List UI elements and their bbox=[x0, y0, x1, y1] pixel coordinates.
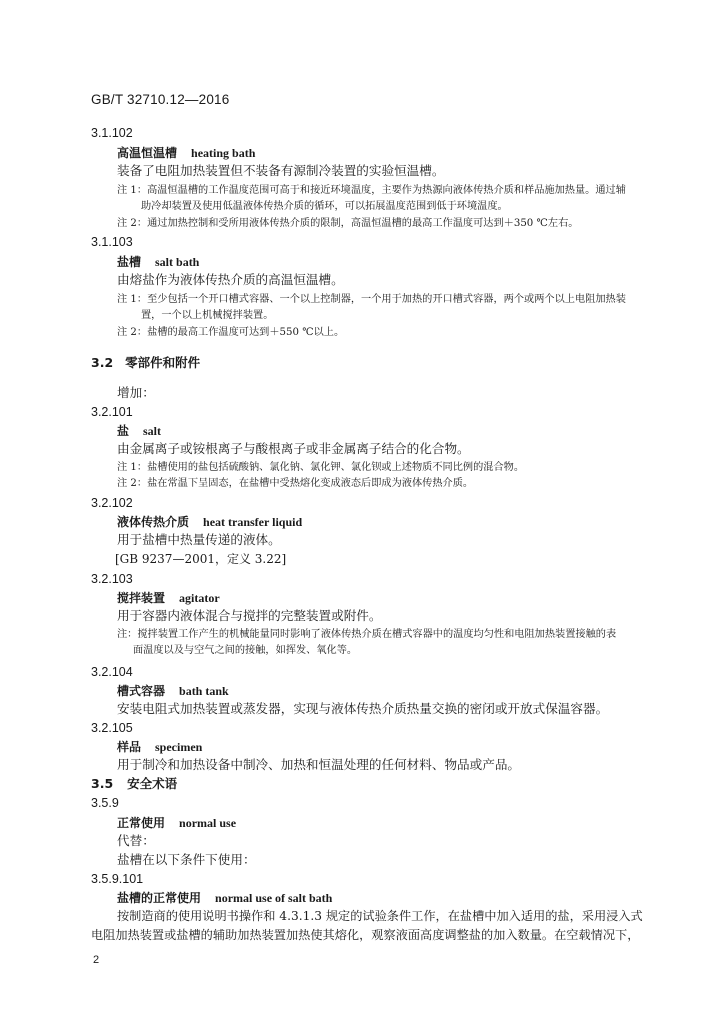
note-1-line-1: 注 1：高温恒温槽的工作温度范围可高于和接近环境温度，主要作为热源向液体传热介质和样品施加热量。通过辅 bbox=[117, 185, 626, 196]
term-en: heat transfer liquid bbox=[203, 515, 303, 529]
term-zh: 高温恒温槽 bbox=[117, 146, 178, 160]
definition-text: 用于制冷和加热设备中制冷、加热和恒温处理的任何材料、物品或产品。 bbox=[117, 757, 520, 772]
clause-number-3-2-103: 3.2.103 bbox=[91, 572, 133, 586]
definition-text: 安装电阻式加热装置或蒸发器，实现与液体传热介质热量交换的密闭或开放式保温容器。 bbox=[117, 701, 609, 716]
standard-number-header: GB/T 32710.12—2016 bbox=[91, 92, 230, 107]
term-heating-bath bbox=[117, 147, 255, 159]
term-en: heating bath bbox=[191, 146, 256, 160]
section-title: 安全术语 bbox=[127, 776, 178, 791]
note-2: 注 2：盐在常温下呈固态，在盐槽中受热熔化变成液态后即成为液体传热介质。 bbox=[117, 478, 474, 489]
note-2: 注 2：盐槽的最高工作温度可达到＋550 ℃以上。 bbox=[117, 327, 345, 338]
section-title: 零部件和附件 bbox=[125, 355, 201, 370]
term-salt-bath bbox=[117, 256, 199, 268]
term-en: normal use of salt bath bbox=[215, 891, 333, 905]
note-2: 注 2：通过加热控制和受所用液体传热介质的限制，高温恒温槽的最高工作温度可达到＋350 ℃左右。 bbox=[117, 218, 579, 229]
clause-number-3-2-105: 3.2.105 bbox=[91, 721, 133, 735]
definition-text: 用于容器内液体混合与搅拌的完整装置或附件。 bbox=[117, 608, 382, 623]
clause-number-3-5-9: 3.5.9 bbox=[91, 796, 119, 810]
body-text-line-2: 电阻加热装置或盐槽的辅助加热装置加热使其熔化，观察液面高度调整盐的加入数量。在空载情况下， bbox=[91, 928, 640, 942]
note-line-2: 面温度以及与空气之间的接触，如挥发、氧化等。 bbox=[133, 645, 358, 656]
term-normal-use bbox=[117, 817, 236, 829]
term-salt bbox=[117, 425, 161, 437]
definition-text: 由金属离子或铵根离子与酸根离子或非金属离子结合的化合物。 bbox=[117, 441, 470, 456]
clause-number-3-5-9-101: 3.5.9.101 bbox=[91, 872, 144, 886]
term-zh: 槽式容器 bbox=[117, 684, 166, 698]
term-agitator bbox=[117, 592, 220, 604]
page-number: 2 bbox=[93, 954, 100, 966]
term-zh: 搅拌装置 bbox=[117, 591, 166, 605]
note-line-1: 注：搅拌装置工作产生的机械能量同时影响了液体传热介质在槽式容器中的温度均匀性和电阻加热装置接触的表 bbox=[117, 629, 617, 640]
section-number: 3.5 bbox=[91, 776, 114, 791]
section-heading-3-5 bbox=[91, 778, 177, 791]
term-normal-use-of-salt-bath bbox=[117, 892, 332, 904]
added-marker: 增加： bbox=[117, 385, 155, 400]
source-reference: [GB 9237—2001，定义 3.22] bbox=[115, 552, 287, 566]
term-zh: 液体传热介质 bbox=[117, 515, 190, 529]
note-1-line-2: 置，一个以上机械搅拌装置。 bbox=[141, 310, 274, 321]
clause-number-3-2-102: 3.2.102 bbox=[91, 496, 133, 510]
clause-number-3-2-101: 3.2.101 bbox=[91, 405, 133, 419]
term-en: agitator bbox=[179, 591, 220, 605]
clause-number-3-1-103: 3.1.103 bbox=[91, 235, 133, 249]
body-text: 盐槽在以下条件下使用： bbox=[117, 852, 256, 867]
term-zh: 盐 bbox=[117, 424, 130, 438]
term-specimen bbox=[117, 741, 202, 753]
replace-marker: 代替： bbox=[117, 833, 155, 848]
body-text-line-1: 按制造商的使用说明书操作和 4.3.1.3 规定的试验条件工作，在盐槽中加入适用的盐，采用浸入式 bbox=[117, 909, 643, 923]
note-1-line-1: 注 1：至少包括一个开口槽式容器、一个以上控制器，一个用于加热的开口槽式容器，两个或两个以上电阻加热装 bbox=[117, 294, 626, 305]
clause-number-3-2-104: 3.2.104 bbox=[91, 665, 133, 679]
note-1-line-2: 助冷却装置及使用低温液体传热介质的循环，可以拓展温度范围到低于环境温度。 bbox=[141, 201, 508, 212]
definition-text: 装备了电阻加热装置但不装备有源制冷装置的实验恒温槽。 bbox=[117, 163, 445, 178]
note-1: 注 1：盐槽使用的盐包括硫酸钠、氯化钠、氯化钾、氯化钡或上述物质不同比例的混合物。 bbox=[117, 462, 525, 473]
term-en: salt bath bbox=[155, 255, 200, 269]
section-heading-3-2 bbox=[91, 357, 200, 370]
definition-text: 用于盐槽中热量传递的液体。 bbox=[117, 532, 281, 547]
term-zh: 正常使用 bbox=[117, 816, 166, 830]
section-number: 3.2 bbox=[91, 355, 114, 370]
definition-text: 由熔盐作为液体传热介质的高温恒温槽。 bbox=[117, 272, 344, 287]
term-heat-transfer-liquid bbox=[117, 516, 302, 528]
term-zh: 盐槽的正常使用 bbox=[117, 891, 202, 905]
term-en: specimen bbox=[155, 740, 203, 754]
term-en: bath tank bbox=[179, 684, 229, 698]
term-zh: 样品 bbox=[117, 740, 142, 754]
term-en: normal use bbox=[179, 816, 237, 830]
term-bath-tank bbox=[117, 685, 229, 697]
clause-number-3-1-102: 3.1.102 bbox=[91, 126, 133, 140]
term-en: salt bbox=[143, 424, 162, 438]
term-zh: 盐槽 bbox=[117, 255, 142, 269]
